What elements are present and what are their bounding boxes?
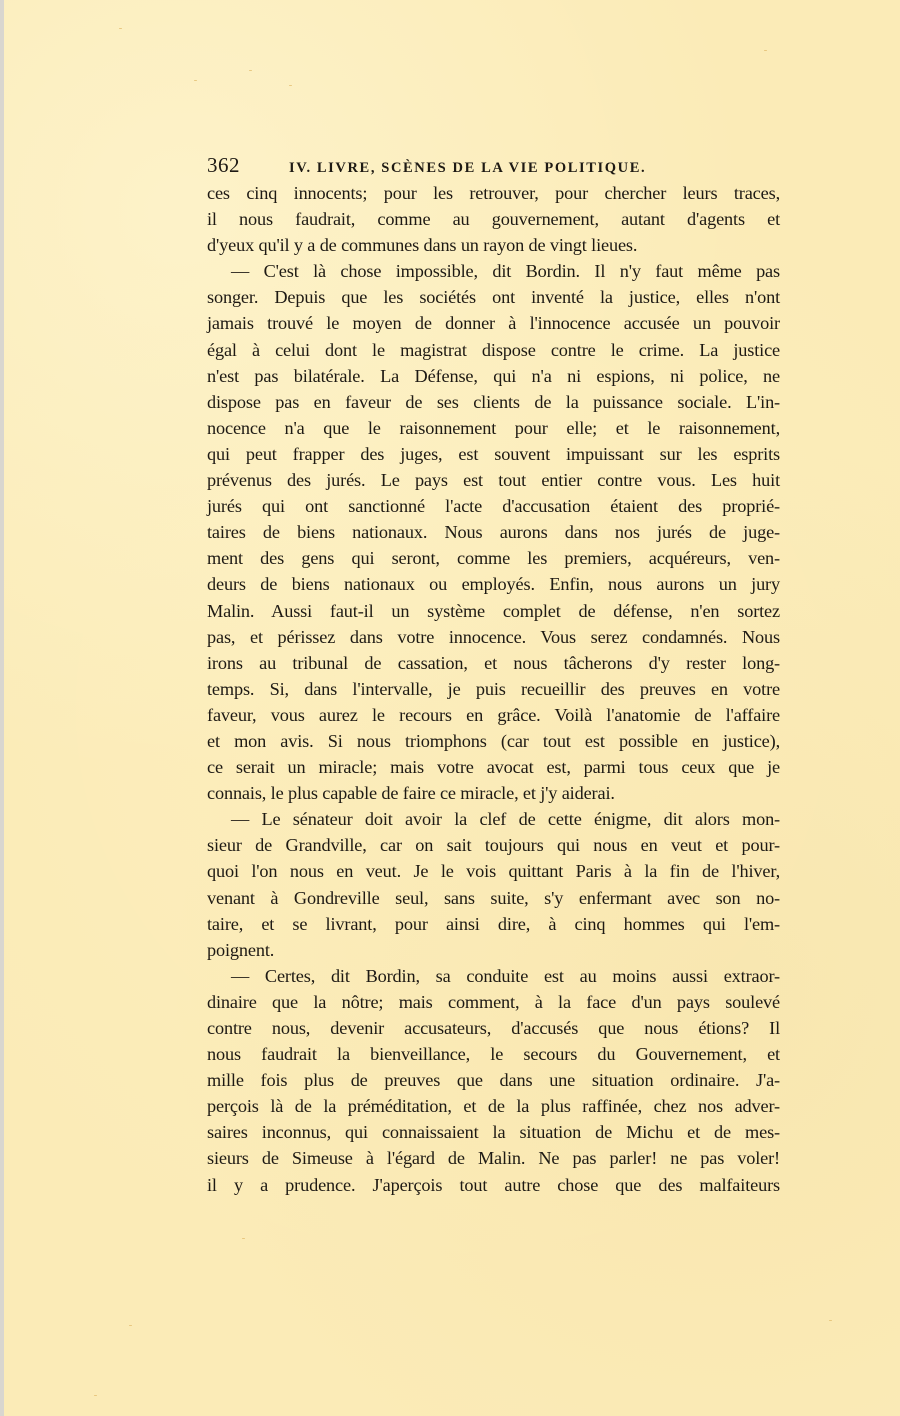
text-line: taires de biens nationaux. Nous aurons dans nos jurés de juge- xyxy=(207,522,780,543)
text-line: — C'est là chose impossible, dit Bordin. Il n'y faut même pas xyxy=(231,261,780,282)
text-line: n'est pas bilatérale. La Défense, qui n'a ni espions, ni police, ne xyxy=(207,365,780,386)
text-line: dispose pas en faveur de ses clients de la puissance sociale. L'in- xyxy=(207,391,780,412)
text-line: contre nous, devenir accusateurs, d'accusés que nous étions? Il xyxy=(207,1018,780,1038)
text-line: nous faudrait la bienveillance, le secours du Gouvernement, et xyxy=(207,1044,780,1065)
text-line: temps. Si, dans l'intervalle, je puis recueillir des preuves en votre xyxy=(207,678,780,699)
text-line: pas, et périssez dans votre innocence. Vous serez condamnés. Nous xyxy=(207,626,780,647)
text-line: et mon avis. Si nous triomphons (car tout est possible en justice), xyxy=(207,730,780,751)
text-line: poignent. xyxy=(207,939,275,960)
paper-speck xyxy=(119,28,122,29)
text-line: égal à celui dont le magistrat dispose contre le crime. La justice xyxy=(207,339,780,360)
text-line: faveur, vous aurez le recours en grâce. Voilà l'anatomie de l'affaire xyxy=(207,704,780,725)
text-line: Malin. Aussi faut-il un système complet de défense, n'en sortez xyxy=(207,600,780,621)
text-line: songer. Depuis que les sociétés ont inventé la justice, elles n'ont xyxy=(207,287,780,308)
text-line: qui peut frapper des juges, est souvent impuissant sur les esprits xyxy=(207,443,780,464)
text-line: venant à Gondreville seul, sans suite, s'y enfermant avec son no- xyxy=(207,887,780,908)
text-line: sieur de Grandville, car on sait toujours qui nous en veut et pour- xyxy=(207,835,780,856)
text-line: jamais trouvé le moyen de donner à l'innocence accusée un pouvoir xyxy=(207,313,780,334)
body-text xyxy=(207,180,780,1198)
paper-speck xyxy=(764,50,767,51)
running-title: IV. LIVRE, SCÈNES DE LA VIE POLITIQUE. xyxy=(289,160,647,176)
text-line: taire, et se livrant, pour ainsi dire, à cinq hommes qui l'em- xyxy=(207,913,780,934)
text-line: irons au tribunal de cassation, et nous tâcherons d'y rester long- xyxy=(207,652,780,673)
text-line: il y a prudence. J'aperçois tout autre chose que des malfaiteurs xyxy=(207,1174,780,1195)
paper-speck xyxy=(249,70,252,71)
text-line: ce serait un miracle; mais votre avocat est, parmi tous ceux que je xyxy=(207,757,780,778)
text-line: quoi l'on nous en veut. Je le vois quittant Paris à la fin de l'hiver, xyxy=(207,861,780,882)
paper-speck xyxy=(289,85,292,86)
text-line: — Certes, dit Bordin, sa conduite est au moins aussi extraor- xyxy=(231,965,780,986)
text-line: jurés qui ont sanctionné l'acte d'accusation étaient des proprié- xyxy=(207,496,780,517)
paper-speck xyxy=(242,1238,245,1239)
text-line: — Le sénateur doit avoir la clef de cette énigme, dit alors mon- xyxy=(231,809,780,830)
text-line: sieurs de Simeuse à l'égard de Malin. Ne pas parler! ne pas voler! xyxy=(207,1148,780,1169)
text-line: d'yeux qu'il y a de communes dans un rayon de vingt lieues. xyxy=(207,235,638,256)
paper-speck xyxy=(194,80,197,81)
text-line: ment des gens qui seront, comme les premiers, acquéreurs, ven- xyxy=(207,548,780,569)
text-line: ces cinq innocents; pour les retrouver, pour chercher leurs traces, xyxy=(207,183,780,203)
text-line: mille fois plus de preuves que dans une situation ordinaire. J'a- xyxy=(207,1070,780,1091)
paper-speck xyxy=(129,1325,132,1326)
paper-speck xyxy=(94,1395,97,1396)
text-line: prévenus des jurés. Le pays est tout entier contre vous. Les huit xyxy=(207,470,780,491)
running-head xyxy=(207,150,780,180)
page-number: 362 xyxy=(207,153,240,177)
text-line: perçois là de la préméditation, et de la plus raffinée, chez nos adver- xyxy=(207,1096,780,1117)
text-line: connais, le plus capable de faire ce miracle, et j'y aiderai. xyxy=(207,783,615,804)
text-line: saires inconnus, qui connaissaient la situation de Michu et de mes- xyxy=(207,1122,780,1143)
text-line: deurs de biens nationaux ou employés. Enfin, nous aurons un jury xyxy=(207,574,780,595)
text-line: nocence n'a que le raisonnement pour elle; et le raisonnement, xyxy=(207,417,780,438)
text-line: il nous faudrait, comme au gouvernement, autant d'agents et xyxy=(207,209,780,230)
text-line: dinaire que la nôtre; mais comment, à la face d'un pays soulevé xyxy=(207,991,780,1012)
book-page xyxy=(4,0,900,1416)
paper-speck xyxy=(829,1320,832,1321)
page-text xyxy=(207,150,780,1198)
